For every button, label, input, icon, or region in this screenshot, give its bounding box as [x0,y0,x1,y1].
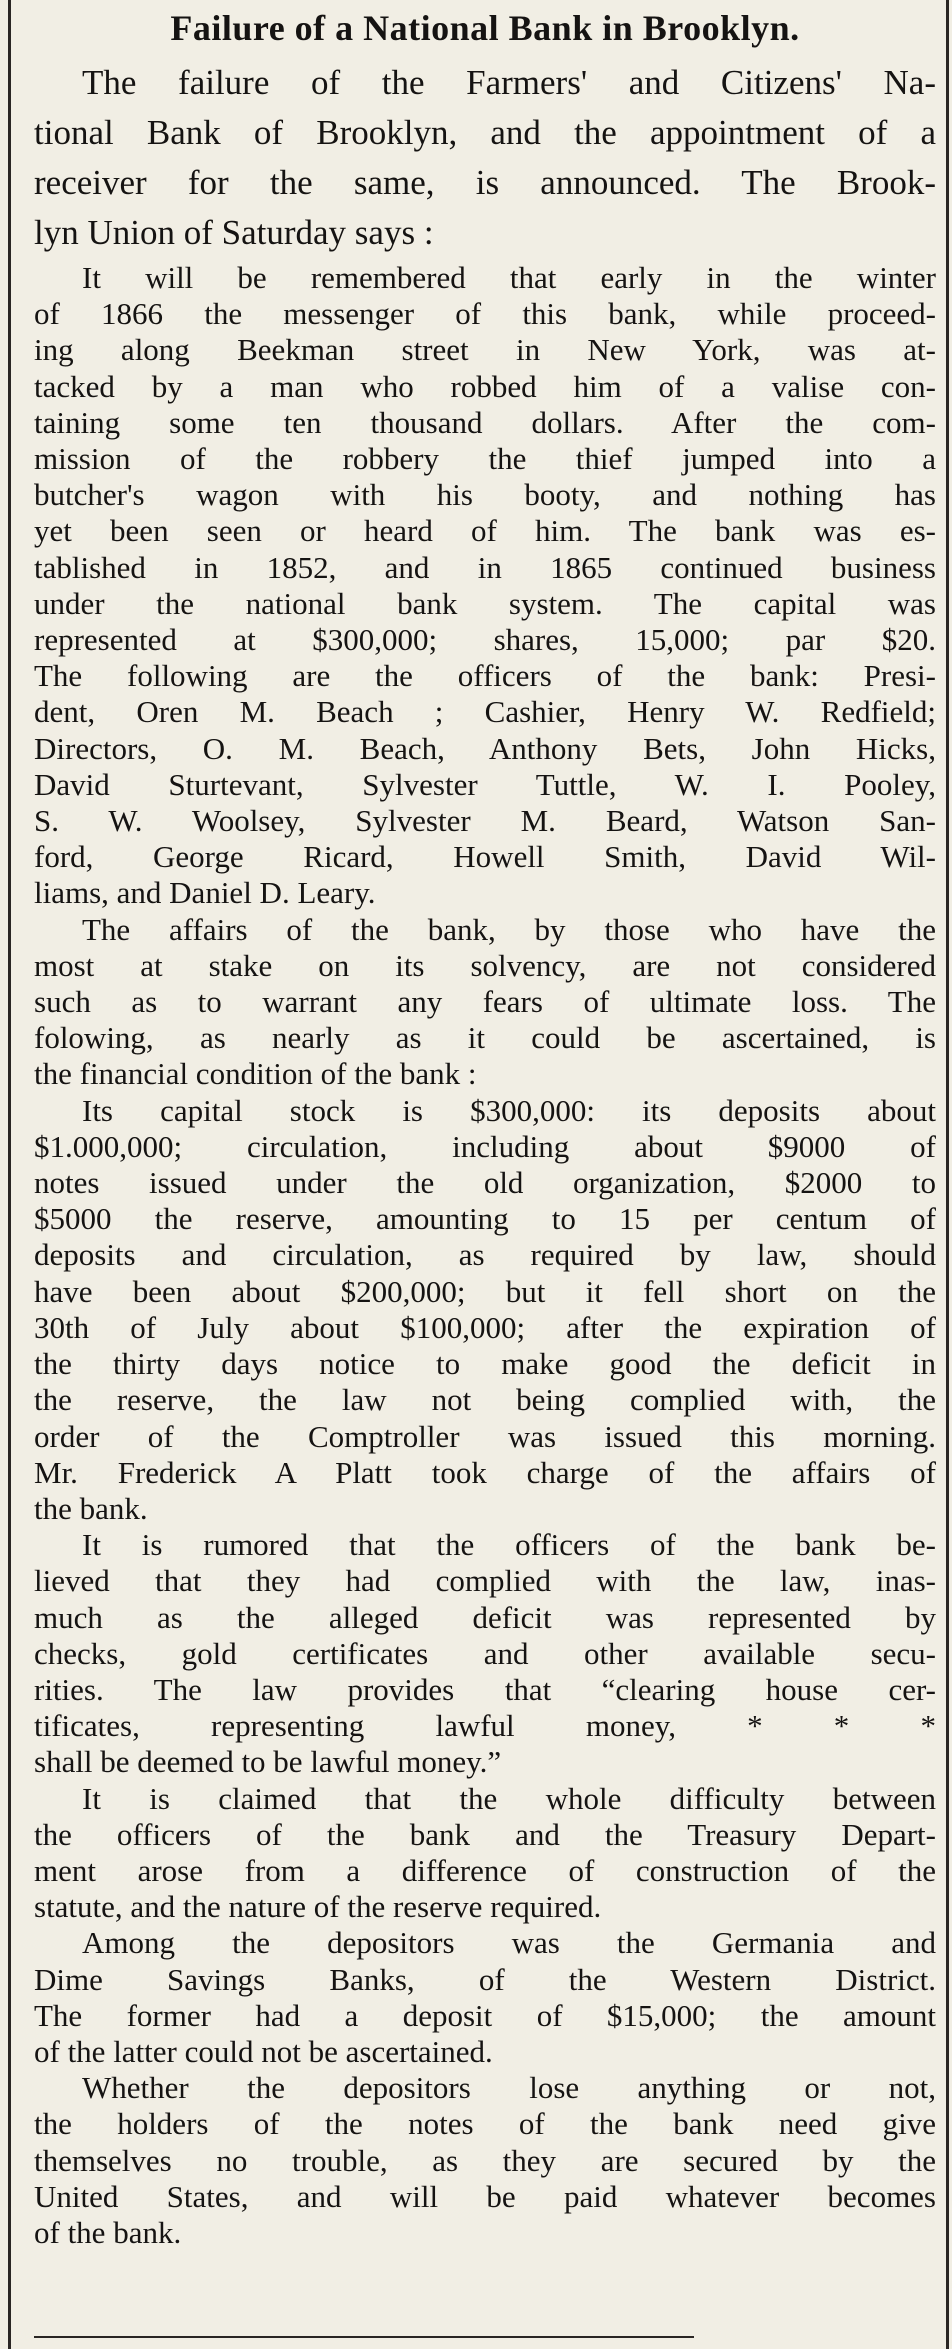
body-line: rities. The law provides that “clearing house cer- [34,1671,936,1707]
body-line: order of the Comptroller was issued this morning. [34,1418,936,1454]
body-line: Dime Savings Banks, of the Western District. [34,1961,936,1997]
column-rule-left [8,0,11,2349]
body-line: mission of the robbery the thief jumped into a [34,441,936,477]
body-line: the officers of the bank and the Treasury Depart- [34,1816,936,1852]
body-line: 30th of July about $100,000; after the expiration of [34,1309,936,1345]
body-line: The following are the officers of the bank: Presi- [34,658,936,694]
body-line: represented at $300,000; shares, 15,000; par $20. [34,622,936,658]
body-line: ment arose from a difference of construction of the [34,1852,936,1888]
body-line: the holders of the notes of the bank need give [34,2106,936,2142]
body-line: ford, George Ricard, Howell Smith, David Wil- [34,839,936,875]
body-line: liams, and Daniel D. Leary. [34,875,376,911]
body-line: Whether the depositors lose anything or not, [82,2070,936,2106]
body-line: The former had a deposit of $15,000; the amount [34,1997,936,2033]
body-line: It is claimed that the whole difficulty between [82,1780,936,1816]
column-rule-right [946,0,949,2349]
body-line: such as to warrant any fears of ultimate loss. The [34,984,936,1020]
body-line: statute, and the nature of the reserve required. [34,1889,602,1925]
article-column [34,6,936,2251]
body-line: It will be remembered that early in the winter [82,260,936,295]
body-line: the thirty days notice to make good the deficit in [34,1346,936,1382]
body-line: David Sturtevant, Sylvester Tuttle, W. I. Pooley, [34,766,936,802]
body-line: lieved that they had complied with the law, inas- [34,1563,936,1599]
body-line: most at stake on its solvency, are not considered [34,947,936,983]
body-line: of 1866 the messenger of this bank, while proceed- [34,296,936,332]
lede-line: lyn Union of Saturday says : [34,213,434,252]
lede-line: tional Bank of Brooklyn, and the appointment of a [34,113,936,152]
body-line: tacked by a man who robbed him of a valise con- [34,368,936,404]
body-line: S. W. Woolsey, Sylvester M. Beard, Watson San- [34,803,936,839]
body-line: have been about $200,000; but it fell short on the [34,1273,936,1309]
body-line: themselves no trouble, as they are secured by the [34,2142,936,2178]
body-line: the bank. [34,1490,148,1526]
article-lede [34,58,936,258]
body-line: tificates, representing lawful money, * * * [34,1708,936,1744]
body-line: $5000 the reserve, amounting to 15 per centum of [34,1201,936,1237]
body-line: the reserve, the law not being complied with, the [34,1382,936,1418]
body-line: The affairs of the bank, by those who have the [82,911,936,947]
body-line: Among the depositors was the Germania and [82,1925,936,1961]
body-line: under the national bank system. The capital was [34,585,936,621]
body-line: folowing, as nearly as it could be ascertained, is [34,1020,936,1056]
body-line: taining some ten thousand dollars. After the com- [34,404,936,440]
body-line: of the bank. [34,2214,182,2250]
lede-line: receiver for the same, is announced. The Brook- [34,163,936,202]
body-line: United States, and will be paid whatever becomes [34,2178,936,2214]
bottom-rule [34,2336,694,2338]
body-line: ing along Beekman street in New York, was at- [34,332,936,368]
body-line: Mr. Frederick A Platt took charge of the affairs of [34,1454,936,1490]
body-line: Directors, O. M. Beach, Anthony Bets, John Hicks, [34,730,936,766]
body-line: Its capital stock is $300,000: its deposits about [82,1092,936,1128]
body-line: It is rumored that the officers of the bank be- [82,1527,936,1563]
body-line: notes issued under the old organization, $2000 to [34,1165,936,1201]
body-line: yet been seen or heard of him. The bank was es- [34,513,936,549]
body-line: of the latter could not be ascertained. [34,2033,493,2069]
body-line: butcher's wagon with his booty, and nothing has [34,477,936,513]
body-line: $1.000,000; circulation, including about $9000 of [34,1128,936,1164]
body-line: deposits and circulation, as required by law, should [34,1237,936,1273]
body-line: tablished in 1852, and in 1865 continued business [34,549,936,585]
article-headline: Failure of a National Bank in Brooklyn. [170,8,800,48]
body-line: much as the alleged deficit was represented by [34,1599,936,1635]
body-line: checks, gold certificates and other available secu- [34,1635,936,1671]
body-line: shall be deemed to be lawful money.” [34,1744,502,1780]
body-line: dent, Oren M. Beach ; Cashier, Henry W. Redfield; [34,694,936,730]
body-line: the financial condition of the bank : [34,1056,477,1092]
lede-line: The failure of the Farmers' and Citizens' Na- [82,63,936,102]
article-body [34,260,936,2251]
